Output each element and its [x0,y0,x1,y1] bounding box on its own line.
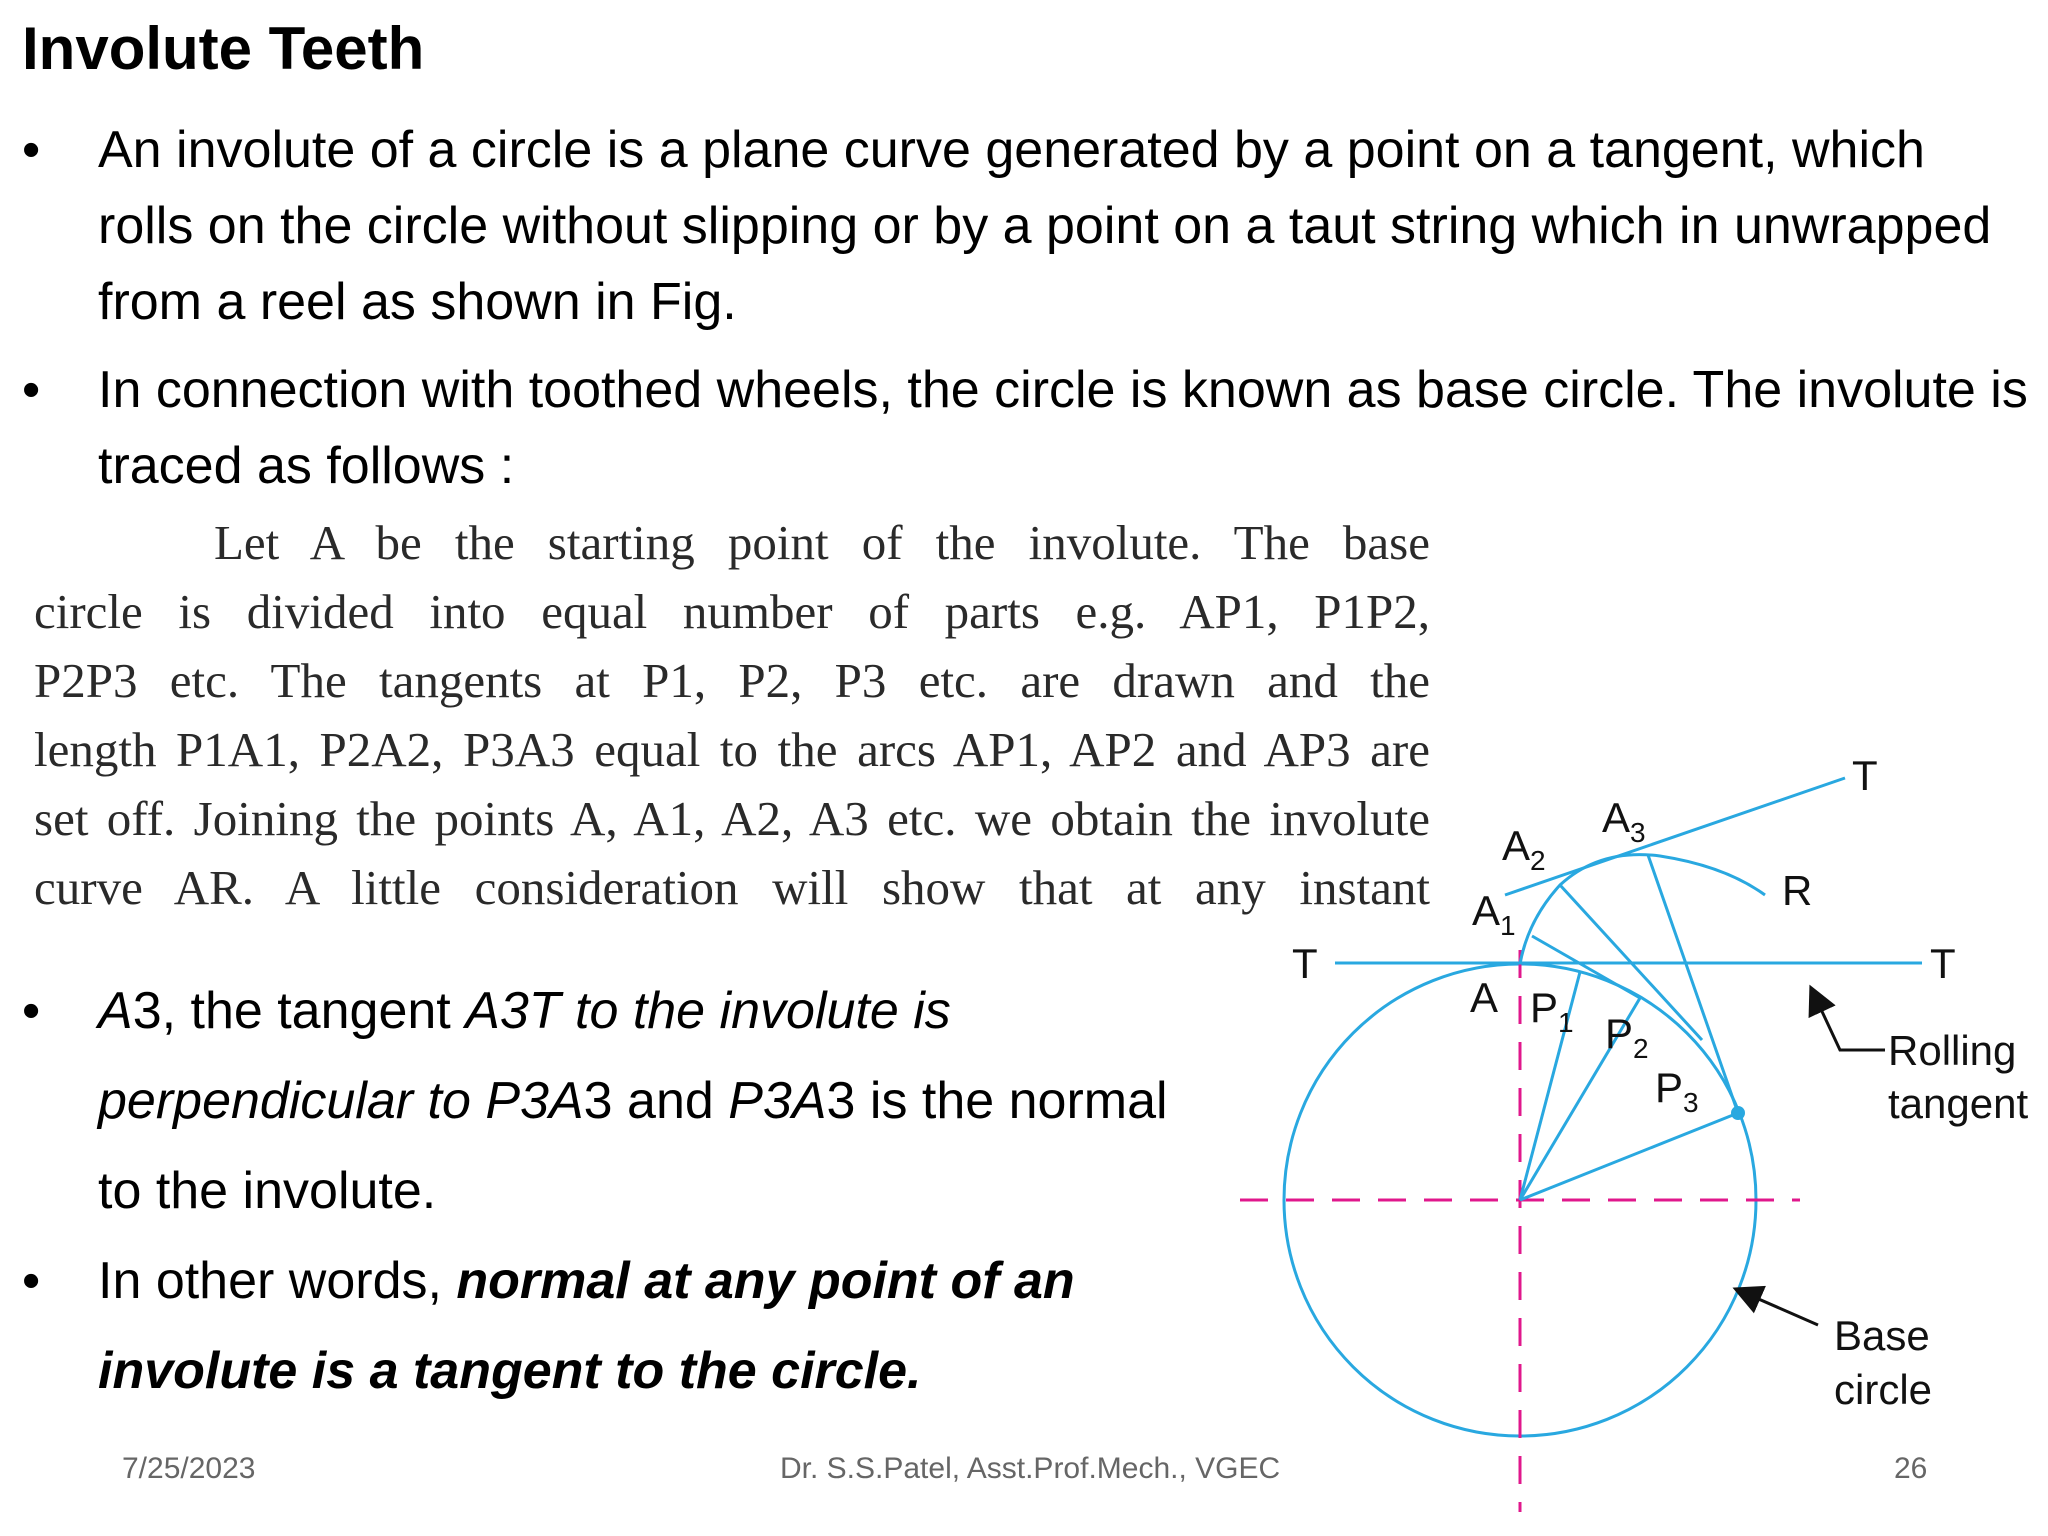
bullet-dot: • [22,982,41,1040]
label-tangent: tangent [1888,1080,2029,1127]
label-p1-sub: 1 [1558,1007,1574,1038]
excerpt-line-5: set off. Joining the points A, A1, A2, A3 etc. we obtain the involute [34,791,1430,846]
bullet-dot: • [22,121,41,179]
label-a2-main: A [1502,822,1531,869]
excerpt-line-1: Let A be the starting point of the involute. The base [214,515,1430,570]
text-normal: 3 is the normal to the involute. [98,1072,1168,1220]
excerpt-line-3: P2P3 etc. The tangents at P1, P2, P3 etc. are drawn and the [34,653,1430,708]
text-normal: 3, the tangent [132,982,466,1040]
label-a1-sub: 1 [1500,910,1516,941]
label-r: R [1782,867,1813,914]
label-t-right: T [1930,940,1956,987]
label-p2-main: P [1605,1010,1634,1057]
label-a2-sub: 2 [1530,845,1546,876]
bullet-text: In connection with toothed wheels, the circle is known as base circle. The involute is traced as follows : [98,361,2028,495]
label-p2-sub: 2 [1633,1033,1649,1064]
slide-title: Involute Teeth [22,15,425,82]
label-a2 [1502,822,1546,876]
label-a: A [1470,974,1499,1021]
label-a3-sub: 3 [1630,817,1646,848]
label-a1-main: A [1472,887,1501,934]
label-a3 [1602,794,1646,848]
point-p3-dot [1731,1106,1745,1120]
label-rolling: Rolling [1888,1027,2017,1074]
label-p1 [1530,984,1574,1038]
footer-page-number: 26 [1894,1452,1928,1485]
label-p3-main: P [1655,1064,1684,1111]
text-italic: P3A [728,1072,827,1130]
text-normal: 3 and [583,1072,729,1130]
involute-curve [1520,855,1765,964]
footer-author: Dr. S.S.Patel, Asst.Prof.Mech., VGEC [780,1452,1281,1485]
label-p3 [1655,1064,1699,1118]
rolling-tangent-arrow [1812,990,1885,1050]
bullet-dot: • [22,1252,41,1310]
label-t-left: T [1292,940,1318,987]
text-bold-italic: normal at any point of an involute is a tangent to the circle. [98,1252,1075,1400]
label-t-top: T [1852,752,1878,799]
label-p1-main: P [1530,984,1559,1031]
excerpt-line-2: circle is divided into equal number of parts e.g. AP1, P1P2, [34,584,1430,639]
footer-date: 7/25/2023 [122,1452,256,1485]
label-circle: circle [1834,1366,1933,1413]
label-a3-main: A [1602,794,1631,841]
excerpt-line-6: curve AR. A little consideration will show that at any instant [34,860,1430,915]
label-p3-sub: 3 [1683,1087,1699,1118]
text-normal: In other words, [98,1252,457,1310]
bullet-text: An involute of a circle is a plane curve generated by a point on a tangent, which rolls on the circle without slipping or by a point on a taut string which in unwrapped from a reel as shown in Fig. [98,121,1992,331]
label-base: Base [1834,1312,1930,1359]
label-p2 [1605,1010,1649,1064]
text-italic: A [98,982,133,1040]
excerpt-line-4: length P1A1, P2A2, P3A3 equal to the arcs AP1, AP2 and AP3 are [34,722,1430,777]
base-circle-arrow [1738,1290,1818,1325]
radius-to-p3 [1520,1113,1738,1200]
text-italic: A3T to the involute is perpendicular to P3A [98,982,951,1130]
bullet-dot: • [22,361,41,419]
